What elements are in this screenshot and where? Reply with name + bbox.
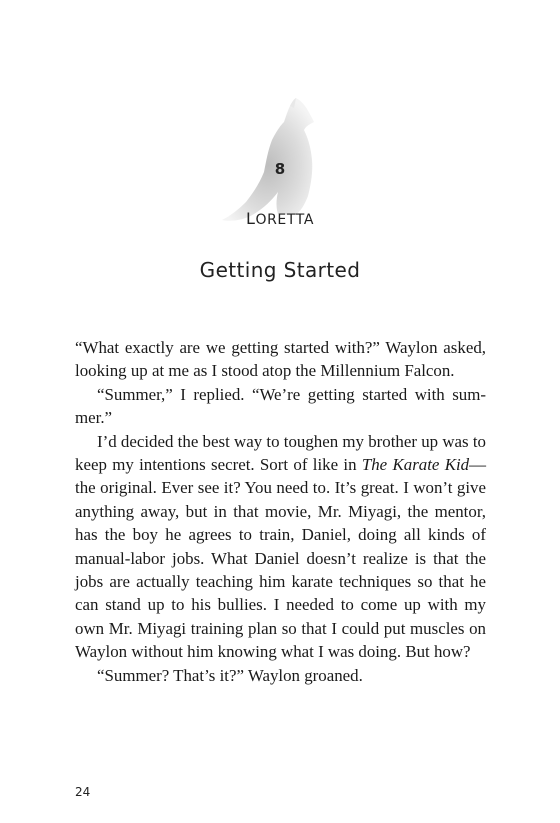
chapter-title: Getting Started (199, 258, 361, 282)
narrator-initial: L (245, 209, 256, 228)
paragraph (75, 664, 486, 687)
text-segment: I’d decided the best way to toughen my brother up was to keep my intentions secret. Sort of like in (75, 431, 486, 475)
page-number: 24 (75, 785, 91, 799)
narrator-rest: ORETTA (255, 212, 315, 228)
text-segment: “What exactly are we getting started with?” Waylon asked, looking up at me as I stood atop the Millennium Falcon. (75, 338, 486, 381)
text-segment: —the original. Ever see it? You need to. It’s great. I won’t give anything away, but in that movie, Mr. Miyagi, the mentor, has the boy he agrees to train, Daniel, doing all kinds of manual-labor jobs. What Daniel doesn’t realize is that the jobs are actually teaching him karate techniques so that he can stand up to his bullies. I needed to come up with my own Mr. Miyagi training plan so that I could put muscles on Waylon without him knowing what I was doing. But how? (75, 455, 487, 662)
chapter-number: 8 (274, 160, 286, 178)
paragraph (75, 383, 486, 430)
paragraph (75, 336, 486, 383)
chapter-narrator (0, 209, 560, 228)
text-segment: “Summer,” I replied. “We’re getting started with summer.” (75, 384, 486, 428)
italic-title: The Karate Kid (361, 455, 470, 475)
paragraph (75, 430, 486, 664)
body-text (75, 336, 486, 687)
text-segment: “Summer? That’s it?” Waylon groaned. (97, 665, 363, 685)
howling-wolf-icon (200, 88, 360, 228)
